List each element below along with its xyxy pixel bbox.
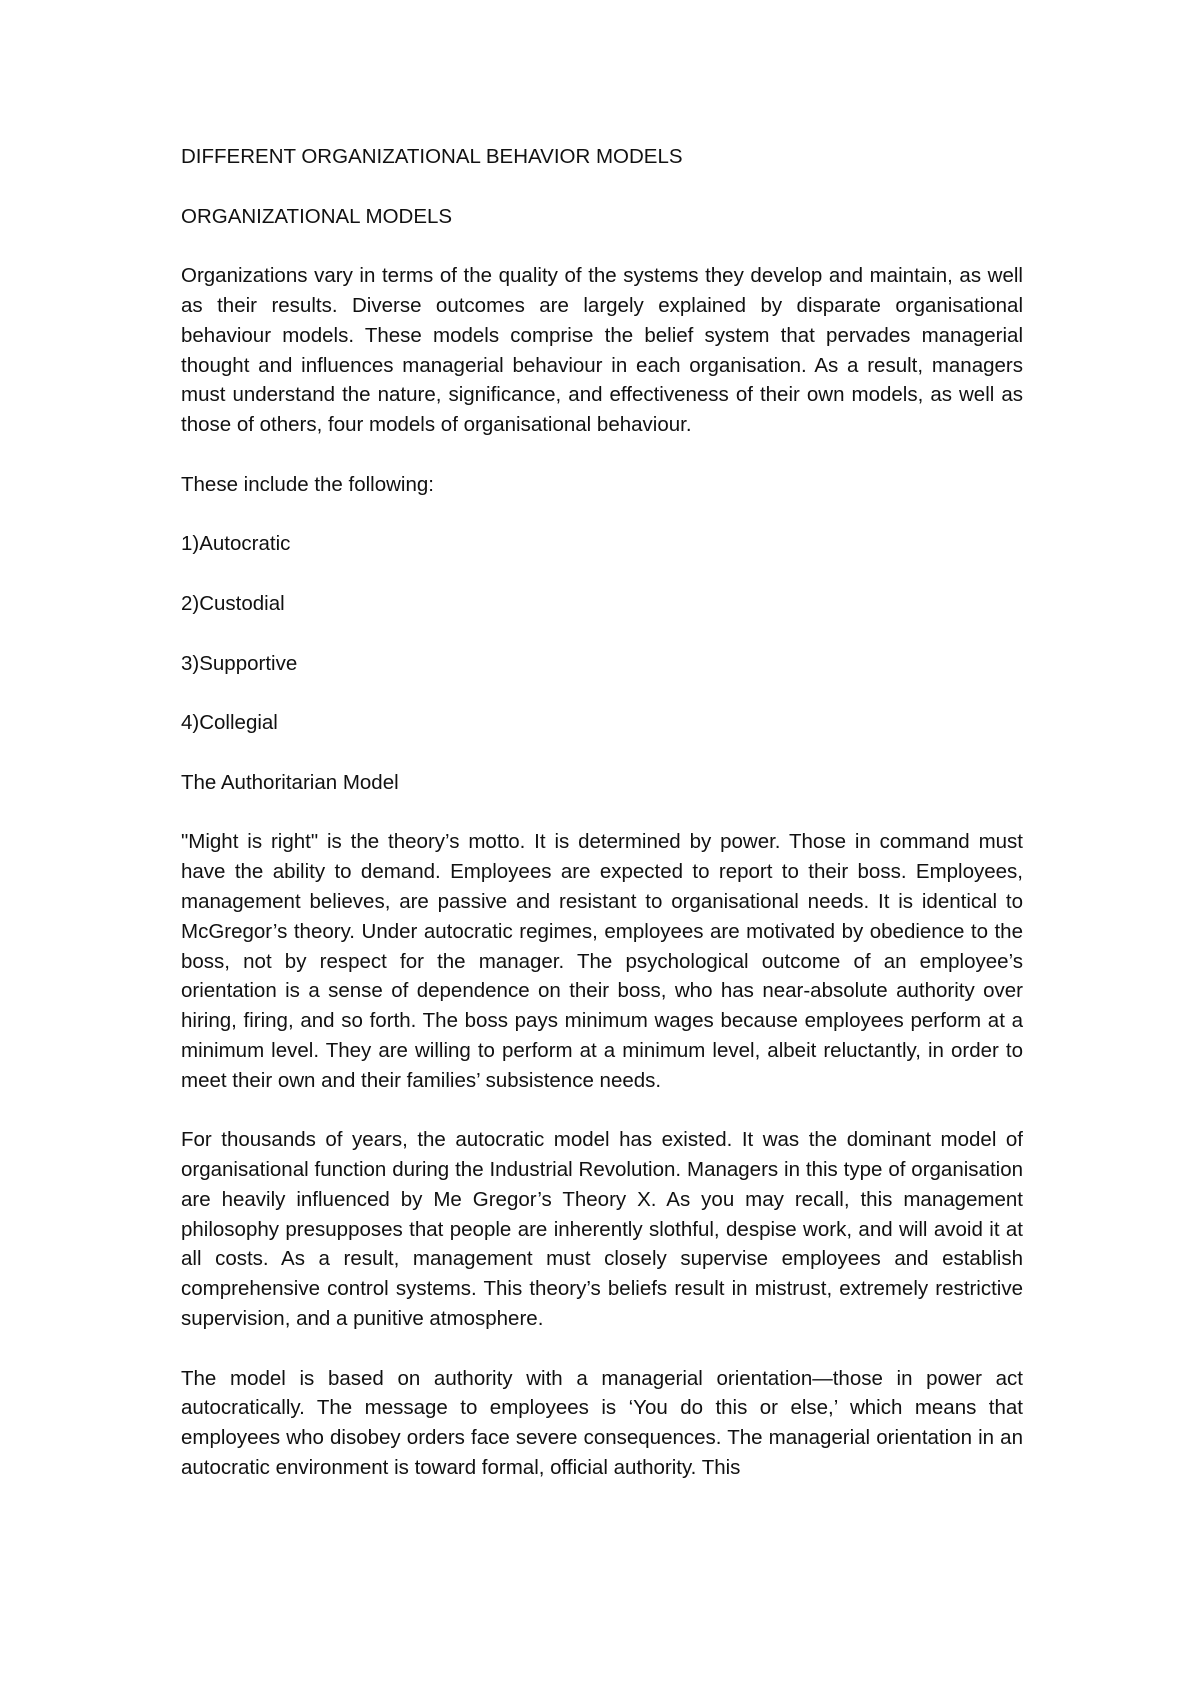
list-intro: These include the following:	[181, 472, 434, 496]
document-title: DIFFERENT ORGANIZATIONAL BEHAVIOR MODELS	[181, 145, 683, 168]
list-item-autocratic: 1)Autocratic	[181, 532, 291, 556]
subheading-authoritarian-model: The Authoritarian Model	[181, 770, 399, 794]
list-item-supportive: 3)Supportive	[181, 651, 298, 675]
intro-paragraph: Organizations vary in terms of the quality of the systems they develop and maintain, as well as their results. Diverse outcomes are largely explained by disparate organisational behaviour models. These models comprise the belief system that pervades managerial thought and influences managerial behaviour in each organisation. As a result, managers must understand the nature, significance, and effectiveness of their own models, as well as those of others, four models of organisational behaviour.	[181, 264, 1023, 437]
document-body	[181, 142, 1023, 1483]
paragraph-might-is-right: "Might is right" is the theory’s motto. It is determined by power. Those in command must have the ability to demand. Employees are expected to report to their boss. Employees, management believes, are passive and resistant to organisational needs. It is identical to McGregor’s theory. Under autocratic regimes, employees are motivated by obedience to the boss, not by respect for the manager. The psychological outcome of an employee’s orientation is a sense of dependence on their boss, who has near-absolute authority over hiring, firing, and so forth. The boss pays minimum wages because employees perform at a minimum level. They are willing to perform at a minimum level, albeit reluctantly, in order to meet their own and their families’ subsistence needs.	[181, 830, 1023, 1092]
list-item-custodial: 2)Custodial	[181, 591, 285, 615]
list-item-collegial: 4)Collegial	[181, 711, 278, 735]
paragraph-authority-orientation: The model is based on authority with a managerial orientation—those in power act autocratically. The message to employees is ‘You do this or else,’ which means that employees who disobey orders face severe consequences. The managerial orientation in an autocratic environment is toward formal, official authority. This	[181, 1366, 1023, 1480]
paragraph-autocratic-history: For thousands of years, the autocratic model has existed. It was the dominant model of organisational function during the Industrial Revolution. Managers in this type of organisation are heavily influenced by Me Gregor’s Theory X. As you may recall, this management philosophy presupposes that people are inherently slothful, despise work, and will avoid it at all costs. As a result, management must closely supervise employees and establish comprehensive control systems. This theory’s beliefs result in mistrust, extremely restrictive supervision, and a punitive atmosphere.	[181, 1128, 1023, 1331]
section-heading: ORGANIZATIONAL MODELS	[181, 204, 453, 228]
